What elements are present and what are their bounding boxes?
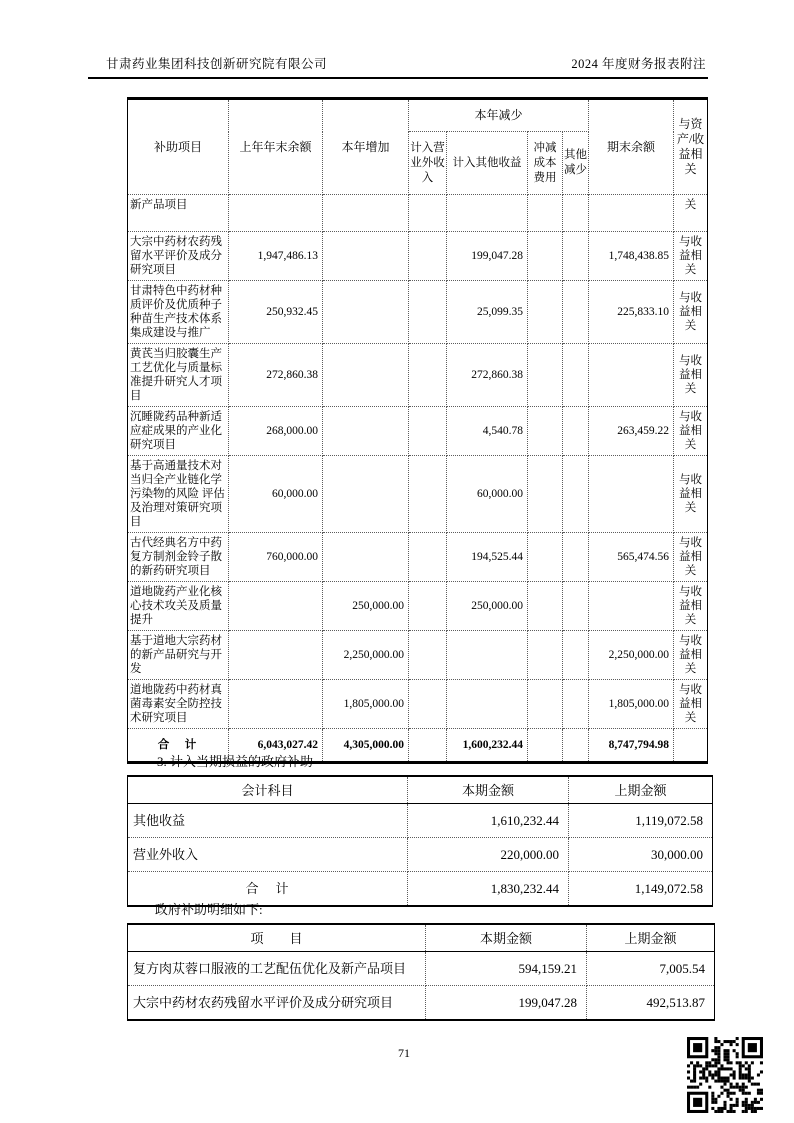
pl-subsidy-table-head: [128, 776, 713, 804]
subsidy-table-head: [128, 99, 708, 195]
cell-prior: 30,000.00: [569, 838, 713, 872]
cell-prior: 268,000.00: [229, 407, 323, 456]
cell-dec_misc: [563, 195, 589, 232]
cell-dec_misc: [563, 533, 589, 582]
subsidy-table-body: [128, 195, 708, 763]
col-header-dec-other-income: 计入其他收益: [447, 132, 528, 195]
cell-current: 1,830,232.44: [408, 872, 569, 907]
cell-dec_other: [447, 631, 528, 680]
cell-relation: 与收益相关: [674, 344, 708, 407]
cell-relation: [674, 729, 708, 763]
col-header-dec-nonoperating: 计入营业外收入: [409, 132, 447, 195]
cell-increase: [323, 281, 409, 344]
table-row: [128, 232, 708, 281]
cell-increase: 2,250,000.00: [323, 631, 409, 680]
cell-name: 黄芪当归胶囊生产工艺优化与质量标准提升研究人才项目: [128, 344, 229, 407]
cell-dec_other: 1,600,232.44: [447, 729, 528, 763]
cell-relation: 与收益相关: [674, 281, 708, 344]
cell-name: 古代经典名方中药复方制剂金铃子散的新药研究项目: [128, 533, 229, 582]
cell-prior: [229, 680, 323, 729]
table-row: [128, 195, 708, 232]
cell-name: 基于道地大宗药材的新产品研究与开发: [128, 631, 229, 680]
cell-dec_misc: [563, 232, 589, 281]
cell-dec_cost: [528, 533, 563, 582]
cell-prior: 1,119,072.58: [569, 804, 713, 838]
cell-dec_cost: [528, 281, 563, 344]
cell-prior: 60,000.00: [229, 456, 323, 533]
cell-dec_misc: [563, 729, 589, 763]
cell-name: 甘肃特色中药材种质评价及优质种子种苗生产技术体系集成建设与推广: [128, 281, 229, 344]
cell-dec_misc: [563, 407, 589, 456]
cell-increase: [323, 533, 409, 582]
cell-dec_cost: [528, 407, 563, 456]
col-header-current-amount: 本期金额: [408, 776, 569, 804]
cell-dec_nonop: [409, 631, 447, 680]
table-row: [128, 281, 708, 344]
cell-relation: 与收益相关: [674, 407, 708, 456]
cell-dec_other: 60,000.00: [447, 456, 528, 533]
cell-account: 合 计: [128, 872, 408, 907]
cell-prior: 492,513.87: [587, 986, 715, 1021]
table-row: [128, 582, 708, 631]
cell-dec_cost: [528, 729, 563, 763]
cell-prior: 760,000.00: [229, 533, 323, 582]
cell-dec_nonop: [409, 344, 447, 407]
cell-dec_nonop: [409, 582, 447, 631]
cell-prior: [229, 631, 323, 680]
detail-lead-text: 政府补助明细如下:: [155, 902, 263, 917]
qr-code-pattern: [687, 1037, 763, 1113]
cell-dec_other: 272,860.38: [447, 344, 528, 407]
cell-dec_nonop: [409, 407, 447, 456]
col-header-current-amount: 本期金额: [426, 924, 587, 952]
cell-prior: 6,043,027.42: [229, 729, 323, 763]
qr-code: [687, 1037, 763, 1113]
cell-dec_cost: [528, 680, 563, 729]
col-header-ending-balance: 期末余额: [589, 99, 674, 195]
section-title: 3. 计入当期损益的政府补助: [157, 754, 314, 769]
cell-relation: 关: [674, 195, 708, 232]
col-header-increase: 本年增加: [323, 99, 409, 195]
cell-dec_other: 199,047.28: [447, 232, 528, 281]
cell-increase: [323, 407, 409, 456]
cell-relation: 与收益相关: [674, 680, 708, 729]
subsidy-detail-table: [127, 923, 715, 1021]
cell-dec_other: 4,540.78: [447, 407, 528, 456]
cell-account: 其他收益: [128, 804, 408, 838]
pl-subsidy-table-body: [128, 804, 713, 907]
col-header-project: 补助项目: [128, 99, 229, 195]
subsidy-movement-table: [127, 97, 708, 764]
col-header-account: 会计科目: [128, 776, 408, 804]
cell-current: 220,000.00: [408, 838, 569, 872]
col-header-decrease-group: 本年减少: [409, 99, 589, 132]
cell-increase: 4,305,000.00: [323, 729, 409, 763]
cell-dec_nonop: [409, 729, 447, 763]
col-header-dec-cost-offset: 冲减成本费用: [528, 132, 563, 195]
cell-increase: [323, 232, 409, 281]
page-number: 71: [398, 1046, 410, 1060]
cell-dec_nonop: [409, 533, 447, 582]
cell-ending: 225,833.10: [589, 281, 674, 344]
cell-dec_other: [447, 680, 528, 729]
cell-dec_other: 194,525.44: [447, 533, 528, 582]
table-row: [128, 631, 708, 680]
cell-dec_misc: [563, 582, 589, 631]
cell-ending: [589, 582, 674, 631]
cell-name: 沉睡陇药品种新适应症成果的产业化研究项目: [128, 407, 229, 456]
cell-prior: 272,860.38: [229, 344, 323, 407]
table-row: [128, 533, 708, 582]
cell-increase: 1,805,000.00: [323, 680, 409, 729]
subsidy-detail-table-wrap: [127, 923, 715, 1021]
cell-prior: 250,932.45: [229, 281, 323, 344]
page-header: [106, 54, 706, 72]
table-row: [128, 838, 713, 872]
cell-current: 1,610,232.44: [408, 804, 569, 838]
cell-ending: 2,250,000.00: [589, 631, 674, 680]
cell-relation: 与收益相关: [674, 533, 708, 582]
cell-dec_nonop: [409, 232, 447, 281]
table-row: [128, 456, 708, 533]
table-row: [128, 680, 708, 729]
cell-relation: 与收益相关: [674, 456, 708, 533]
cell-dec_misc: [563, 344, 589, 407]
cell-name: 合 计: [128, 729, 229, 763]
cell-prior: [229, 195, 323, 232]
subsidy-detail-table-head: [128, 924, 715, 952]
cell-name: 道地陇药产业化核心技术攻关及质量提升: [128, 582, 229, 631]
cell-item: 复方肉苁蓉口服液的工艺配伍优化及新产品项目: [128, 952, 426, 986]
cell-dec_other: 25,099.35: [447, 281, 528, 344]
cell-dec_cost: [528, 195, 563, 232]
cell-dec_cost: [528, 456, 563, 533]
cell-current: 199,047.28: [426, 986, 587, 1021]
cell-dec_nonop: [409, 281, 447, 344]
cell-prior: 7,005.54: [587, 952, 715, 986]
table-row: [128, 986, 715, 1021]
cell-increase: [323, 344, 409, 407]
cell-item: 大宗中药材农药残留水平评价及成分研究项目: [128, 986, 426, 1021]
cell-account: 营业外收入: [128, 838, 408, 872]
cell-dec_cost: [528, 582, 563, 631]
cell-dec_other: [447, 195, 528, 232]
table-row: [128, 804, 713, 838]
cell-ending: 565,474.56: [589, 533, 674, 582]
cell-dec_misc: [563, 281, 589, 344]
cell-dec_nonop: [409, 456, 447, 533]
cell-dec_misc: [563, 456, 589, 533]
cell-relation: 与收益相关: [674, 582, 708, 631]
cell-dec_cost: [528, 344, 563, 407]
cell-dec_cost: [528, 631, 563, 680]
cell-dec_cost: [528, 232, 563, 281]
company-name: 甘肃药业集团科技创新研究院有限公司: [106, 57, 328, 71]
cell-ending: [589, 195, 674, 232]
subsidy-detail-table-body: [128, 952, 715, 1021]
table-row: [128, 952, 715, 986]
cell-name: 大宗中药材农药残留水平评价及成分研究项目: [128, 232, 229, 281]
cell-current: 594,159.21: [426, 952, 587, 986]
cell-increase: 250,000.00: [323, 582, 409, 631]
cell-relation: 与收益相关: [674, 232, 708, 281]
cell-dec_nonop: [409, 195, 447, 232]
pl-subsidy-table-wrap: [127, 775, 713, 907]
cell-ending: 263,459.22: [589, 407, 674, 456]
cell-prior: 1,149,072.58: [569, 872, 713, 907]
cell-dec_misc: [563, 631, 589, 680]
cell-ending: 1,805,000.00: [589, 680, 674, 729]
cell-dec_misc: [563, 680, 589, 729]
cell-prior: 1,947,486.13: [229, 232, 323, 281]
cell-dec_other: 250,000.00: [447, 582, 528, 631]
doc-title: 2024 年度财务报表附注: [571, 57, 706, 71]
col-header-prior-amount: 上期金额: [587, 924, 715, 952]
header-rule: [88, 77, 708, 79]
cell-ending: 8,747,794.98: [589, 729, 674, 763]
table-row: [128, 344, 708, 407]
cell-dec_nonop: [409, 680, 447, 729]
cell-ending: [589, 456, 674, 533]
col-header-relation: 与资产/收益相关: [674, 99, 708, 195]
col-header-item: 项 目: [128, 924, 426, 952]
cell-relation: 与收益相关: [674, 631, 708, 680]
cell-ending: [589, 344, 674, 407]
col-header-prior-balance: 上年年末余额: [229, 99, 323, 195]
pl-subsidy-table: [127, 775, 713, 907]
subsidy-movement-table-wrap: [127, 97, 708, 764]
cell-name: 基于高通量技术对当归全产业链化学污染物的风险 评估及治理对策研究项目: [128, 456, 229, 533]
cell-ending: 1,748,438.85: [589, 232, 674, 281]
cell-name: 新产品项目: [128, 195, 229, 232]
cell-increase: [323, 456, 409, 533]
cell-increase: [323, 195, 409, 232]
col-header-prior-amount: 上期金额: [569, 776, 713, 804]
col-header-dec-misc: 其他减少: [563, 132, 589, 195]
cell-prior: [229, 582, 323, 631]
cell-name: 道地陇药中药材真菌毒素安全防控技术研究项目: [128, 680, 229, 729]
table-row: [128, 407, 708, 456]
